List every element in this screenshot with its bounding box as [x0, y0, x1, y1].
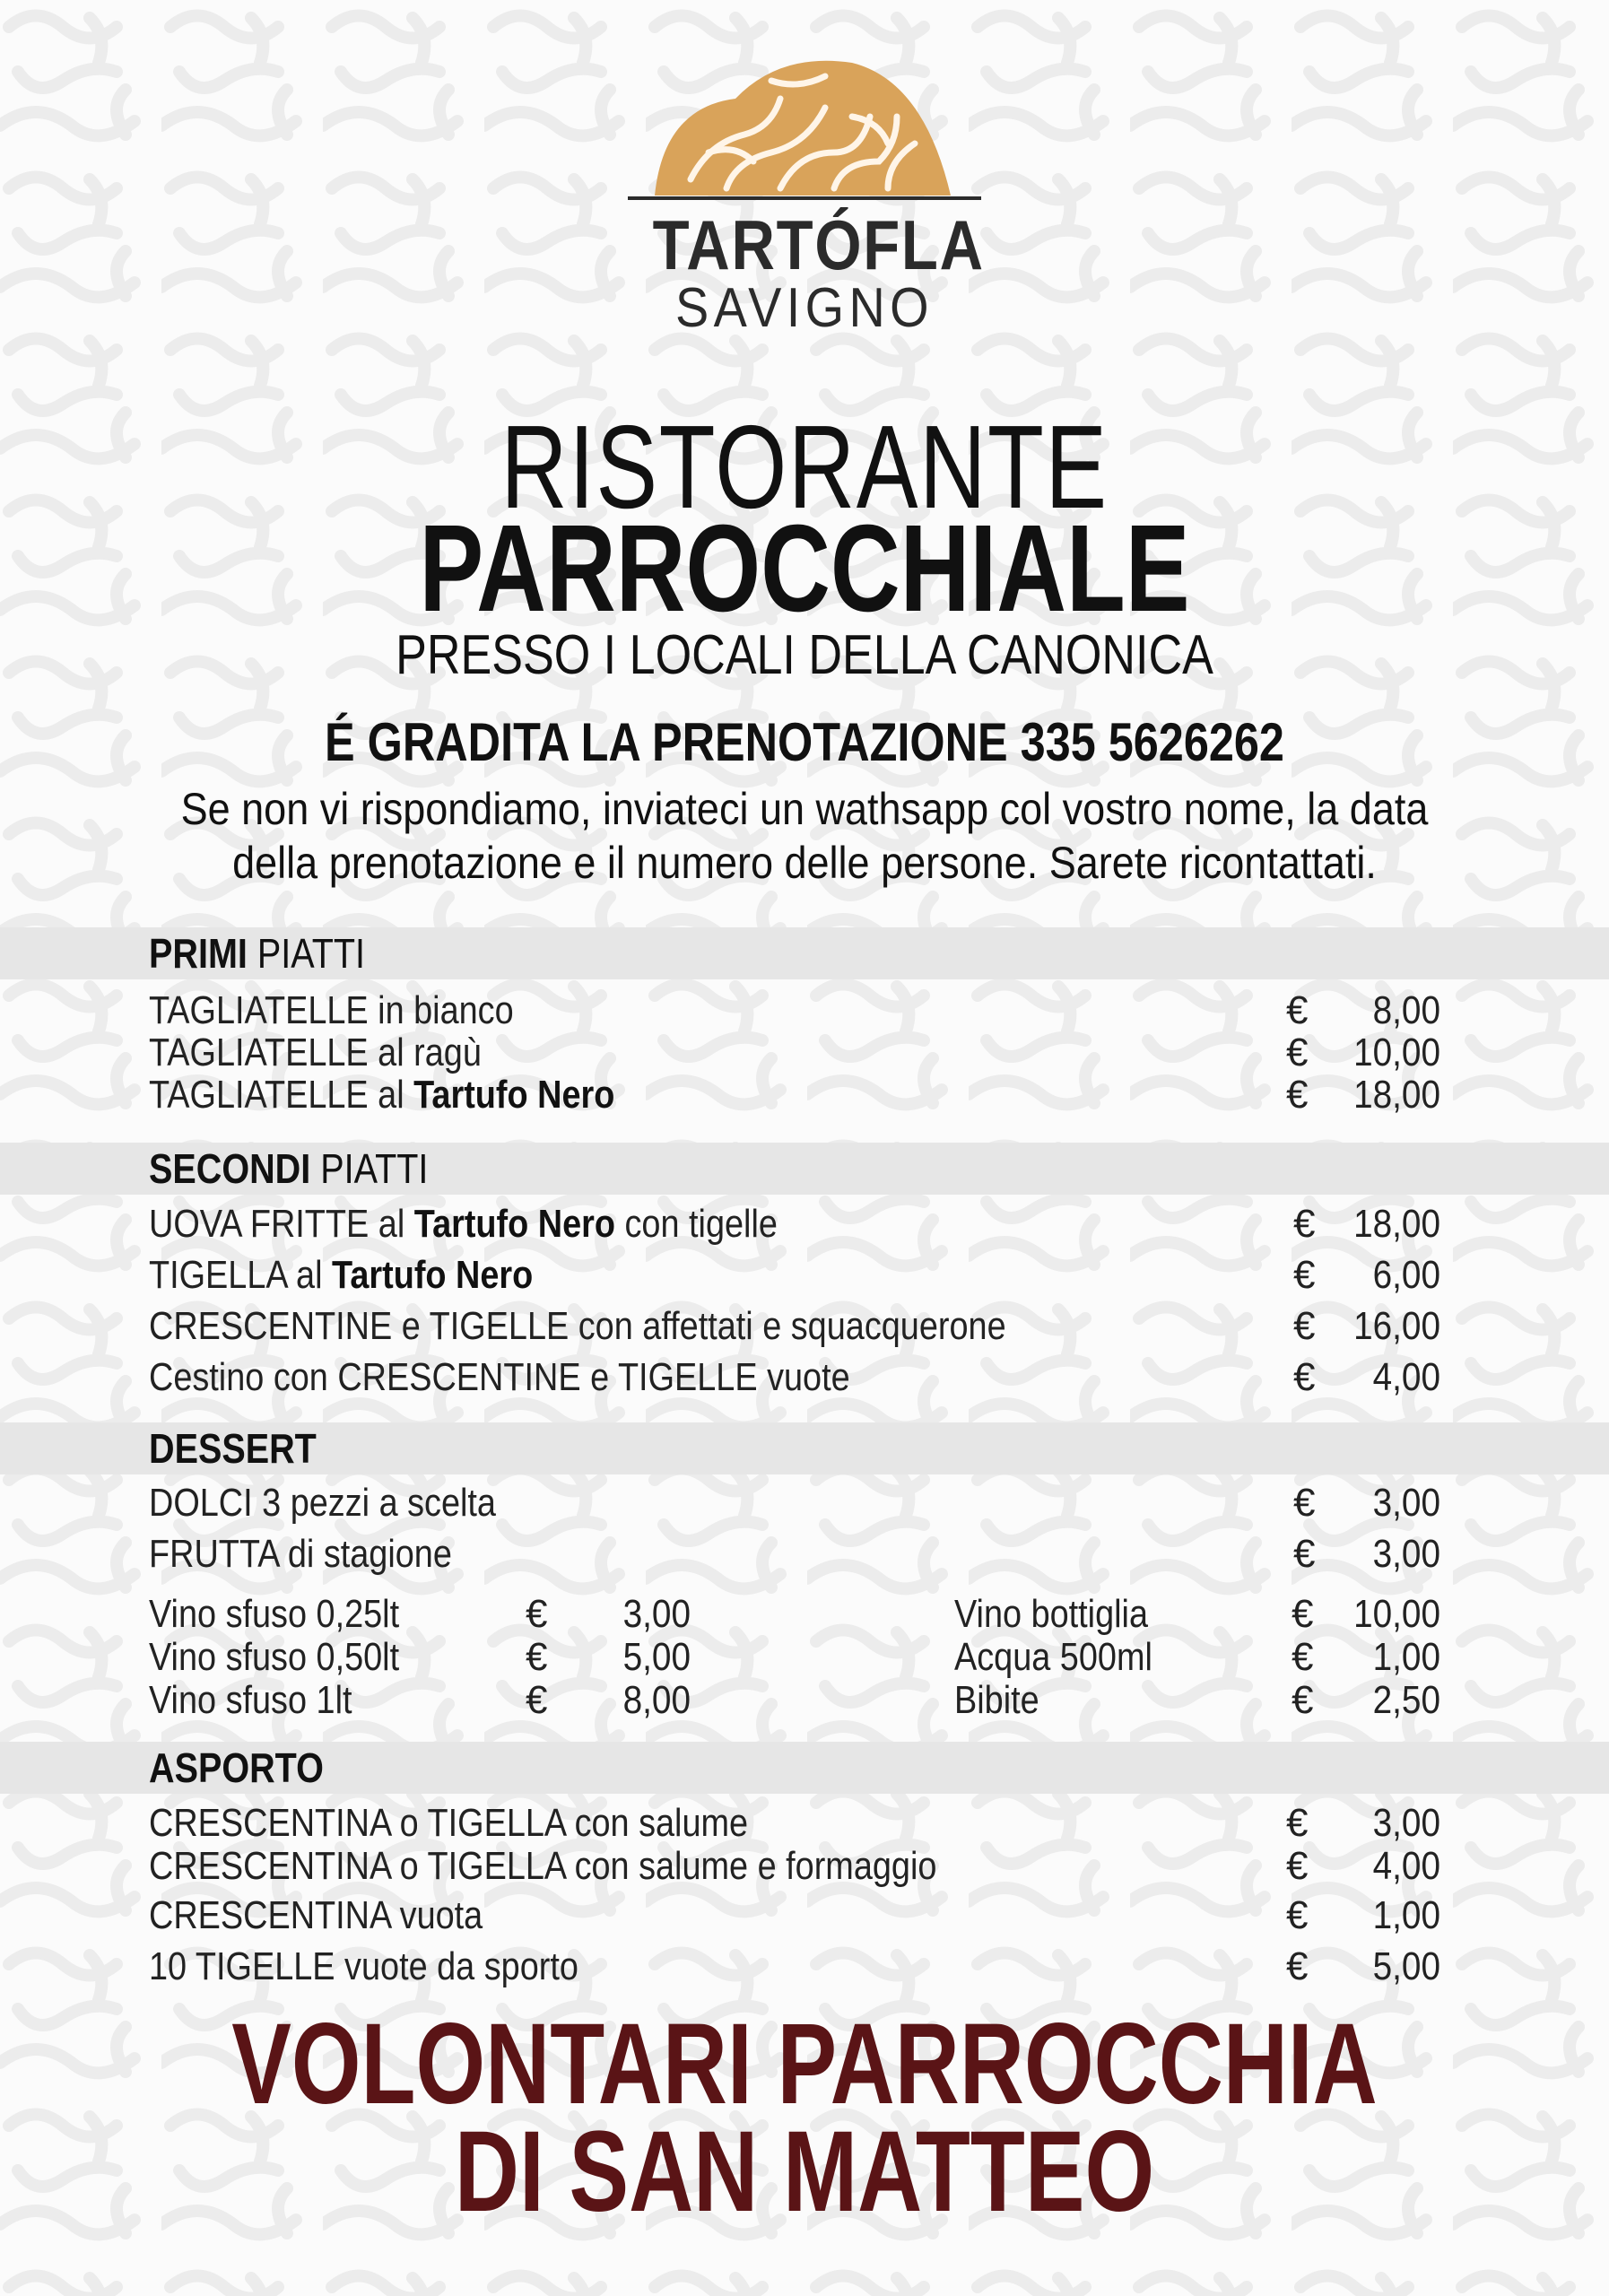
- menu-item-name: [149, 1202, 778, 1247]
- menu-item-text: 10 TIGELLE vuote da sporto: [149, 1944, 578, 1988]
- drink-item: [954, 1592, 1440, 1637]
- drink-name: Vino sfuso 1lt: [149, 1678, 352, 1722]
- menu-item-text: DOLCI 3 pezzi a scelta: [149, 1481, 496, 1525]
- menu-item-price: 5,00: [1372, 1944, 1440, 1988]
- menu-item: [149, 1253, 1440, 1298]
- menu-item: [149, 1355, 1440, 1400]
- drink-price: 3,00: [622, 1592, 691, 1636]
- menu-item: [149, 1893, 1440, 1938]
- menu-item: [149, 988, 1440, 1033]
- menu-item-text: TAGLIATELLE al: [149, 1073, 414, 1117]
- booking-note: [81, 782, 1529, 890]
- drink-item: [954, 1635, 1440, 1680]
- menu-item: [149, 1844, 1440, 1889]
- euro-sign: €: [526, 1635, 548, 1679]
- drink-name: Vino sfuso 0,25lt: [149, 1592, 400, 1636]
- euro-sign: €: [1286, 1893, 1309, 1937]
- menu-item-text: UOVA FRITTE al: [149, 1202, 414, 1246]
- section-title: ASPORTO: [149, 1744, 324, 1791]
- drink-price: 1,00: [1372, 1635, 1440, 1679]
- section-title: DESSERT: [149, 1425, 317, 1472]
- menu-item-price: 16,00: [1353, 1304, 1440, 1348]
- menu-item-name: [149, 1944, 578, 1989]
- menu-item-name: [149, 1073, 614, 1118]
- menu-item-price: 3,00: [1372, 1532, 1440, 1576]
- menu-item: [149, 1031, 1440, 1075]
- title-parrocchiale: PARROCCHIALE: [419, 500, 1190, 638]
- euro-sign: €: [1286, 1073, 1309, 1117]
- subtitle: PRESSO I LOCALI DELLA CANONICA: [396, 624, 1213, 686]
- euro-sign: €: [1292, 1678, 1314, 1722]
- euro-sign: €: [1286, 1801, 1309, 1845]
- section-asporto: [0, 1742, 1609, 1794]
- menu-item-price: 1,00: [1372, 1893, 1440, 1937]
- euro-sign: €: [1292, 1592, 1314, 1636]
- euro-sign: €: [1293, 1202, 1316, 1246]
- euro-sign: €: [1293, 1253, 1316, 1297]
- menu-item-text: CRESCENTINA vuota: [149, 1893, 483, 1937]
- euro-sign: €: [1293, 1532, 1316, 1576]
- euro-sign: €: [1293, 1355, 1316, 1399]
- euro-sign: €: [1286, 1944, 1309, 1988]
- booking-note-line2: della prenotazione e il numero delle persone. Sarete ricontattati.: [232, 838, 1377, 888]
- drink-name: Vino bottiglia: [954, 1592, 1148, 1636]
- drink-name: Bibite: [954, 1678, 1039, 1722]
- menu-item-name: [149, 1481, 496, 1526]
- euro-sign: €: [1293, 1481, 1316, 1525]
- menu-item-text: CRESCENTINE e TIGELLE con affettati e squacquerone: [149, 1304, 1006, 1348]
- menu-item-name: [149, 1355, 850, 1400]
- menu-item-price: 4,00: [1372, 1355, 1440, 1399]
- menu-item-price: 8,00: [1372, 988, 1440, 1032]
- section-dessert: [0, 1422, 1609, 1474]
- drink-name: Acqua 500ml: [954, 1635, 1152, 1679]
- section-title: PRIMI PIATTI: [149, 930, 366, 977]
- section-secondi: [0, 1143, 1609, 1195]
- menu-item-price: 18,00: [1353, 1202, 1440, 1246]
- booking-phone: É GRADITA LA PRENOTAZIONE 335 5626262: [325, 712, 1284, 772]
- drink-price: 10,00: [1353, 1592, 1440, 1636]
- menu-item-text: CRESCENTINA o TIGELLA con salume e formaggio: [149, 1844, 937, 1888]
- euro-sign: €: [1286, 1031, 1309, 1074]
- euro-sign: €: [526, 1678, 548, 1722]
- menu-item: [149, 1801, 1440, 1846]
- drink-item: [149, 1678, 691, 1723]
- drink-price: 5,00: [622, 1635, 691, 1679]
- drink-item: [149, 1592, 691, 1637]
- menu-item-name: [149, 1532, 452, 1577]
- menu-item-text: Cestino con CRESCENTINE e TIGELLE vuote: [149, 1355, 850, 1399]
- drink-item: [954, 1678, 1440, 1723]
- menu-item-price: 3,00: [1372, 1801, 1440, 1845]
- menu-item-name: [149, 1893, 483, 1938]
- euro-sign: €: [1286, 988, 1309, 1032]
- menu-item: [149, 1202, 1440, 1247]
- menu-item-price: 4,00: [1372, 1844, 1440, 1888]
- menu-item-text: CRESCENTINA o TIGELLA con salume: [149, 1801, 749, 1845]
- footer-line1: VOLONTARI PARROCCHIA: [231, 2000, 1378, 2128]
- menu-item-price: 3,00: [1372, 1481, 1440, 1525]
- euro-sign: €: [1293, 1304, 1316, 1348]
- brand-logo: [628, 45, 985, 339]
- euro-sign: €: [1292, 1635, 1314, 1679]
- menu-item-name: [149, 1844, 936, 1889]
- menu-item: [149, 1944, 1440, 1989]
- menu-item: [149, 1304, 1440, 1349]
- menu-item-text: FRUTTA di stagione: [149, 1532, 452, 1576]
- euro-sign: €: [1286, 1844, 1309, 1888]
- menu-item-name: [149, 1253, 533, 1298]
- euro-sign: €: [526, 1592, 548, 1636]
- logo-name: TARTÓFLA: [652, 205, 985, 284]
- drink-name: Vino sfuso 0,50lt: [149, 1635, 400, 1679]
- menu-item-name: [149, 1304, 1006, 1349]
- logo-place: SAVIGNO: [675, 277, 934, 339]
- menu-item-name: [149, 988, 514, 1033]
- menu-item-highlight: Tartufo Nero: [413, 1073, 615, 1117]
- drink-price: 2,50: [1372, 1678, 1440, 1722]
- menu-item: [149, 1073, 1440, 1118]
- menu-item-price: 18,00: [1353, 1073, 1440, 1117]
- menu-item-name: [149, 1031, 482, 1075]
- menu-item-name: [149, 1801, 748, 1846]
- menu-item: [149, 1532, 1440, 1577]
- menu-item-highlight: Tartufo Nero: [332, 1253, 534, 1297]
- title-ristorante: RISTORANTE: [500, 401, 1109, 533]
- menu-item-highlight: Tartufo Nero: [413, 1202, 615, 1246]
- menu-item-text: TAGLIATELLE al ragù: [149, 1031, 482, 1074]
- menu-item-text: TAGLIATELLE in bianco: [149, 988, 514, 1032]
- footer-line2: DI SAN MATTEO: [454, 2108, 1155, 2236]
- truffle-icon: [628, 45, 981, 206]
- menu-item-price: 10,00: [1353, 1031, 1440, 1074]
- section-title: SECONDI PIATTI: [149, 1145, 429, 1192]
- section-primi: [0, 927, 1609, 979]
- drink-item: [149, 1635, 691, 1680]
- menu-item-text: TIGELLA al: [149, 1253, 333, 1297]
- booking-note-line1: Se non vi rispondiamo, inviateci un wathsapp col vostro nome, la data: [180, 784, 1429, 834]
- menu-item-price: 6,00: [1372, 1253, 1440, 1297]
- drink-price: 8,00: [622, 1678, 691, 1722]
- menu-item-text: con tigelle: [614, 1202, 778, 1246]
- menu-item: [149, 1481, 1440, 1526]
